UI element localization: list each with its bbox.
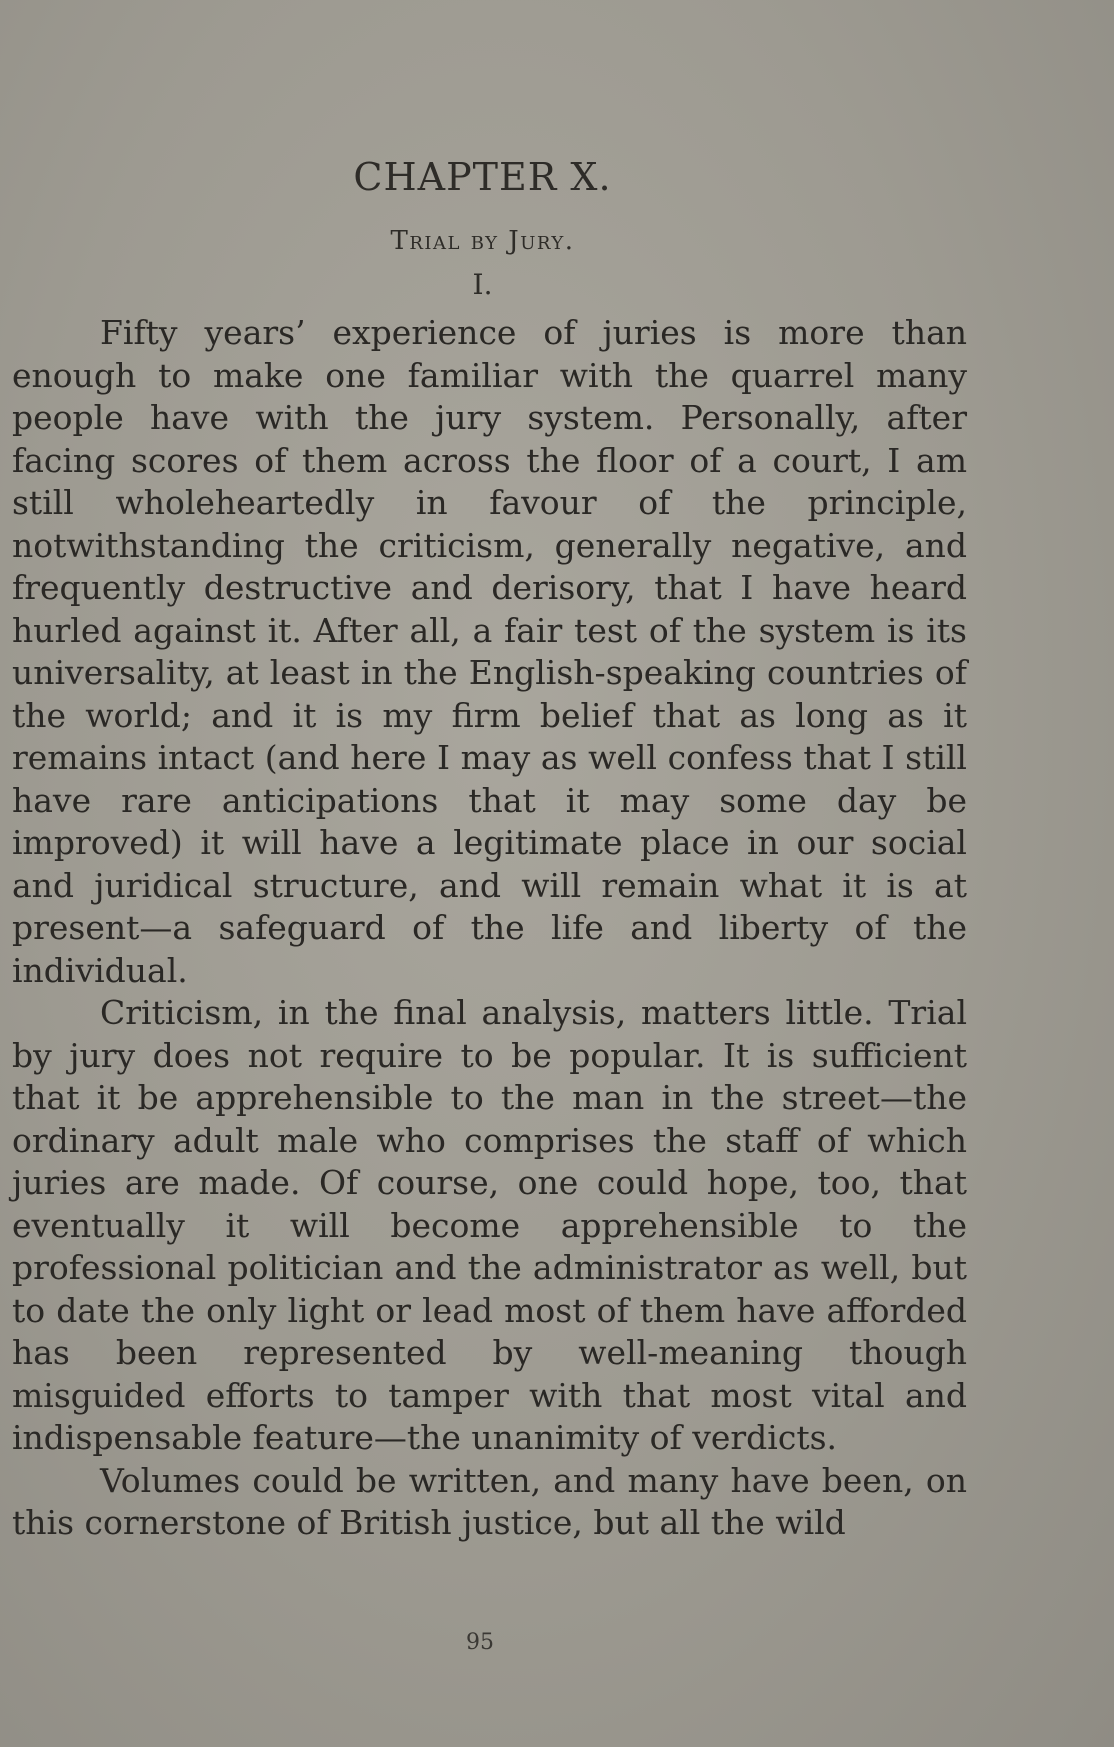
paragraph: Fifty years’ experience of juries is more than enough to make one familiar with the quarrel many people have with the jury system. Personally, after facing scores of them across the floor of a court, I am still wholeheartedly in favour of the principle, notwithstanding the criticism, generally negative, and frequently destructive and derisory, that I have heard hurled against it. After all, a fair test of the system is its universality, at least in the English-speaking countries of the world; and it is my firm belief that as long as it remains intact (and here I may as well confess that I still have rare anticipations that it may some day be improved) it will have a legitimate place in our social and juridical structure, and will remain what it is at present—a safeguard of the life and liberty of the individual. bbox=[12, 313, 967, 990]
paragraph: Criticism, in the final analysis, matters little. Trial by jury does not require to be popular. It is sufficient that it be apprehensible to the man in the street—the ordinary adult male who comprises the staff of which juries are made. Of course, one could hope, too, that eventually it will become apprehensible to the professional politician and the administrator as well, but to date the only light or lead most of them have afforded has been represented by well-meaning though misguided efforts to tamper with that most vital and indispensable feature—the unanimity of verdicts. bbox=[12, 993, 967, 1457]
body-text bbox=[12, 312, 967, 1545]
chapter-subtitle: Trial by Jury. bbox=[390, 226, 575, 256]
chapter-heading: CHAPTER X. bbox=[353, 155, 612, 199]
paragraph: Volumes could be written, and many have been, on this cornerstone of British justice, but all the wild bbox=[12, 1460, 967, 1542]
section-number: I. bbox=[472, 268, 493, 301]
page-number: 95 bbox=[466, 1630, 494, 1655]
